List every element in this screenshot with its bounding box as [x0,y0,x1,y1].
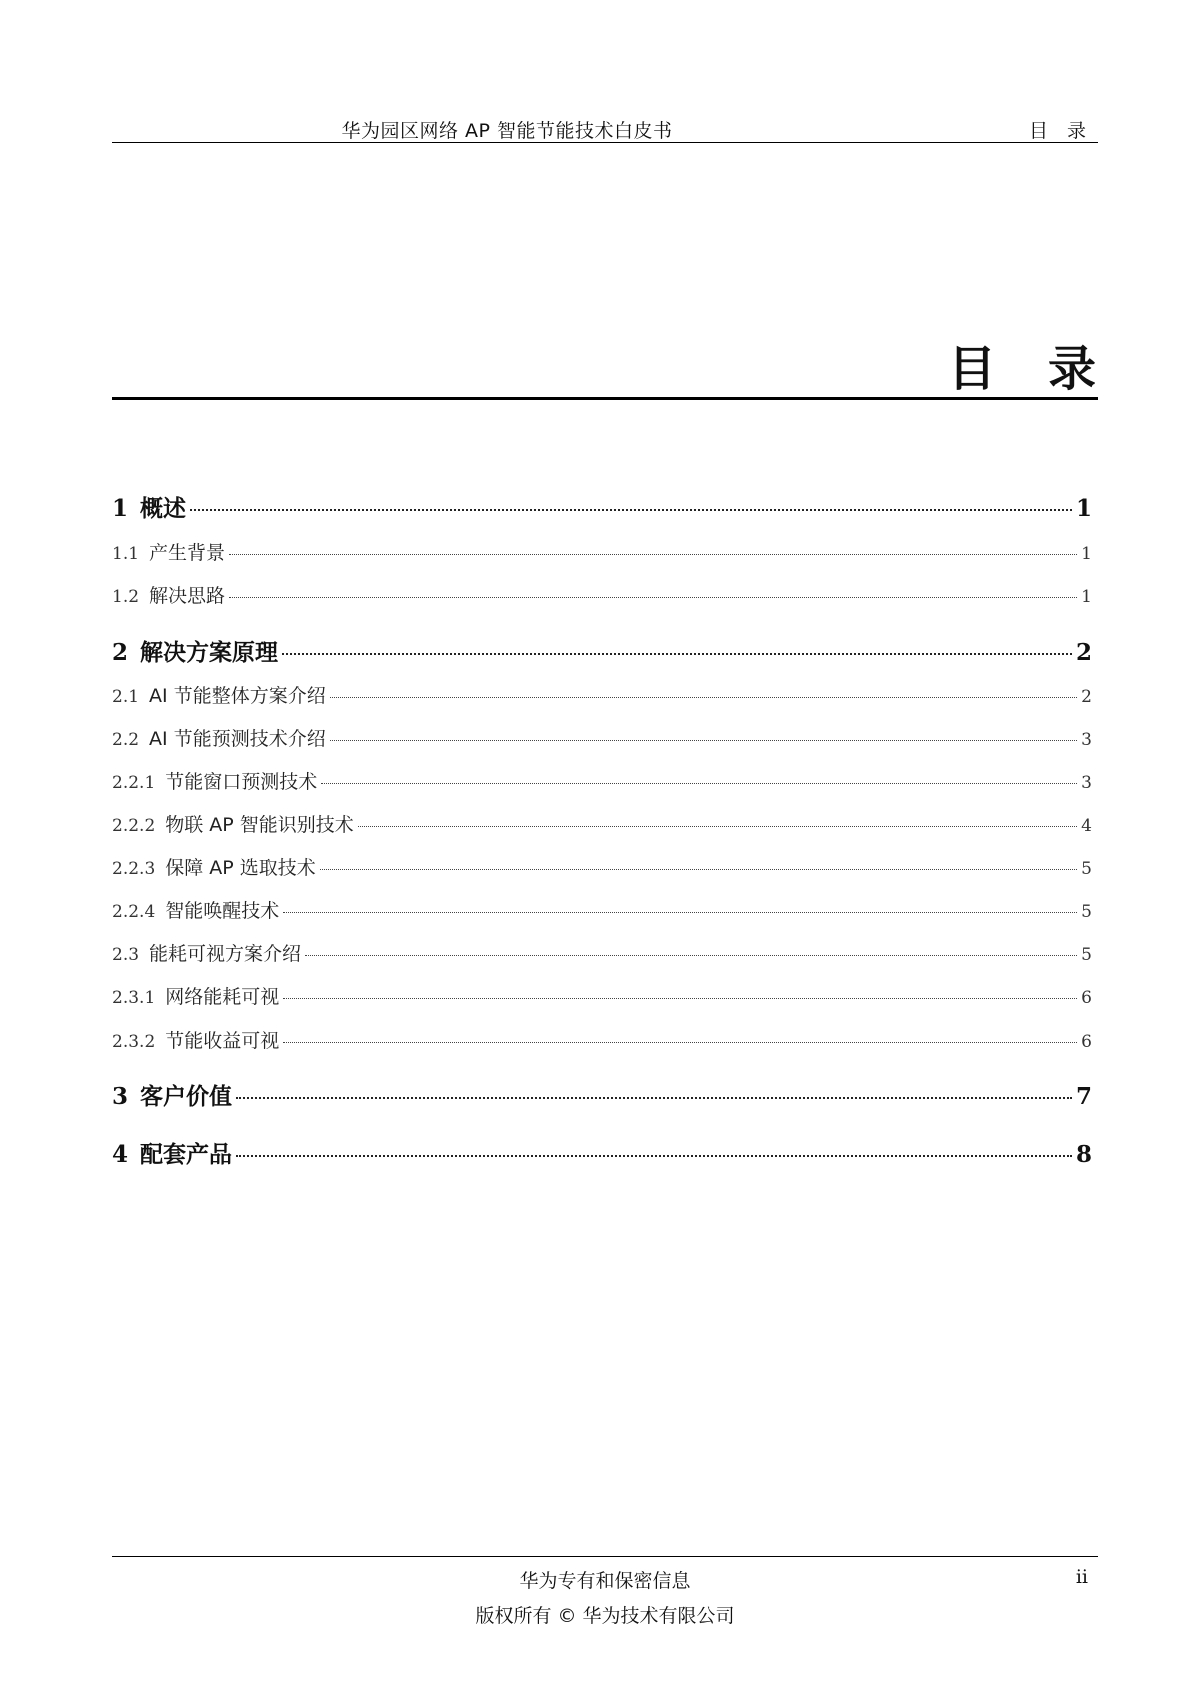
toc-title-rule [112,397,1098,400]
toc-leader-dots [283,998,1077,999]
toc-entry-page: 8 [1075,1141,1092,1168]
toc-entry-number: 3 [112,1083,129,1110]
toc-leader-dots [236,1097,1072,1099]
toc-entry-1-1[interactable] [112,538,1092,565]
toc-entry-page: 1 [1075,495,1092,522]
toc-title: 目 录 [947,341,1098,397]
toc-entry-2-3-1[interactable] [112,982,1092,1009]
toc-entry-text: 节能窗口预测技术 [165,771,318,793]
page-header [112,112,1098,143]
toc-entry-number: 1 [112,495,129,522]
toc-entry-page: 6 [1081,1032,1092,1052]
toc-entry-text: 概述 [140,496,187,522]
toc-entry-page: 7 [1075,1083,1092,1110]
toc-entry-1[interactable] [112,490,1092,523]
toc-entry-text: 节能收益可视 [165,1030,280,1052]
toc-entry-page: 4 [1081,816,1092,836]
toc-entry-2-2-4[interactable] [112,896,1092,923]
footer-confidential: 华为专有和保密信息 [519,1570,691,1592]
toc-entry-2-2-2[interactable] [112,810,1092,837]
toc-entry-number: 2.2.2 [112,816,156,836]
toc-leader-dots [229,597,1077,598]
toc-entry-number: 2.2.4 [112,902,156,922]
toc-entry-page: 1 [1081,587,1092,607]
toc-entry-1-2[interactable] [112,581,1092,608]
toc-leader-dots [321,783,1077,784]
toc-entry-text: AI 节能整体方案介绍 [149,685,326,707]
toc-entry-number: 2 [112,639,129,666]
toc-entry-page: 3 [1081,773,1092,793]
toc-entry-text: 客户价值 [140,1084,233,1110]
toc-entry-number: 2.2.3 [112,859,156,879]
toc-entry-3[interactable] [112,1078,1092,1111]
toc-entry-number: 4 [112,1141,129,1168]
toc-leader-dots [282,653,1072,655]
header-doc-title: 华为园区网络 AP 智能节能技术白皮书 [341,120,673,142]
toc-entry-text: 配套产品 [140,1142,233,1168]
toc-entry-page: 3 [1081,730,1092,750]
toc-entry-page: 6 [1081,988,1092,1008]
toc-leader-dots [229,554,1077,555]
toc-leader-dots [330,697,1077,698]
footer-rule [112,1556,1098,1557]
toc-entry-page: 5 [1081,902,1092,922]
toc-entry-text: 解决思路 [149,585,226,607]
toc-leader-dots [190,509,1072,511]
toc-entry-text: AI 节能预测技术介绍 [149,728,326,750]
footer-page-number: ii [1075,1566,1088,1588]
toc-entry-text: 产生背景 [149,542,226,564]
toc-entry-2[interactable] [112,634,1092,667]
toc-entry-2-2[interactable] [112,724,1092,751]
header-section-label: 目 录 [1028,120,1086,142]
toc-entry-number: 1.2 [112,587,140,607]
toc-entry-2-1[interactable] [112,681,1092,708]
toc-entry-2-2-1[interactable] [112,767,1092,794]
toc-leader-dots [236,1155,1072,1157]
toc-entry-page: 2 [1081,687,1092,707]
toc-leader-dots [283,1042,1077,1043]
toc-entry-page: 5 [1081,945,1092,965]
toc-entry-page: 1 [1081,544,1092,564]
toc-entry-text: 解决方案原理 [140,640,279,666]
toc-entry-text: 保障 AP 选取技术 [165,857,316,879]
toc-entry-number: 2.3.2 [112,1032,156,1052]
toc-entry-2-3[interactable] [112,939,1092,966]
toc-entry-2-3-2[interactable] [112,1026,1092,1053]
toc-leader-dots [330,740,1077,741]
toc-entry-page: 2 [1075,639,1092,666]
toc-leader-dots [320,869,1077,870]
toc-leader-dots [305,955,1077,956]
toc-entry-4[interactable] [112,1136,1092,1169]
toc-leader-dots [358,826,1077,827]
footer-copyright: 版权所有 © 华为技术有限公司 [475,1605,735,1627]
toc-entry-text: 智能唤醒技术 [165,900,280,922]
toc-entry-number: 2.3.1 [112,988,156,1008]
toc-entry-text: 物联 AP 智能识别技术 [165,814,354,836]
toc-entry-number: 1.1 [112,544,140,564]
toc-entry-text: 能耗可视方案介绍 [149,943,302,965]
toc-entry-number: 2.2.1 [112,773,156,793]
toc-leader-dots [283,912,1077,913]
toc-entry-page: 5 [1081,859,1092,879]
toc-entry-text: 网络能耗可视 [165,986,280,1008]
toc-entry-number: 2.1 [112,687,140,707]
toc-entry-2-2-3[interactable] [112,853,1092,880]
toc-entry-number: 2.2 [112,730,140,750]
toc-entry-number: 2.3 [112,945,140,965]
